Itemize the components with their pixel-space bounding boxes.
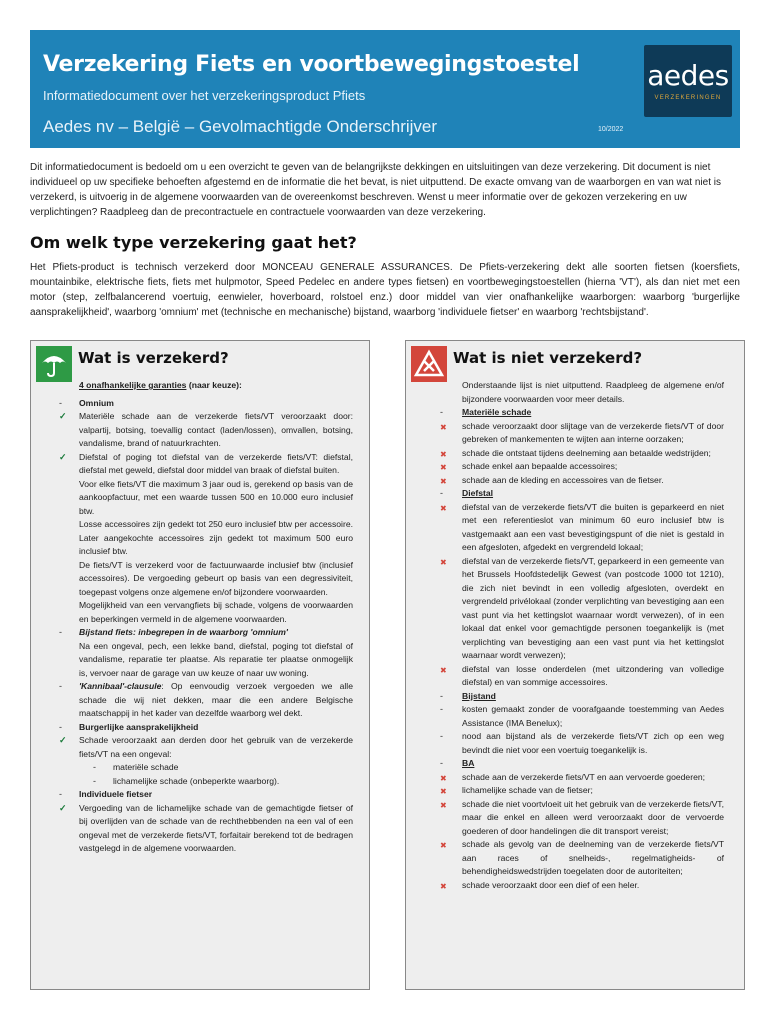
dash-marker: - (440, 704, 443, 714)
dash-marker: - (59, 789, 62, 799)
not-covered-item (406, 771, 746, 785)
cross-icon: ✖ (440, 463, 447, 472)
not-covered-text: schade die ontstaat tijdens deelneming aan betaalde wedstrijden; (462, 447, 711, 458)
not-covered-text: diefstal van de verzekerde fiets/VT die buiten is geparkeerd en niet met een referentieslot van minimum 60 euro inclusief btw is vastgemaakt aan een vast bevestigingspunt of die niet is gestald in een afgesloten, afgedekt en vergrendeld lokaal; (462, 501, 724, 552)
covered-intro (31, 379, 371, 393)
header-banner (30, 30, 740, 148)
ba-label: Burgerlijke aansprakelijkheid (79, 721, 199, 732)
cross-icon: ✖ (440, 800, 447, 810)
ds-label-row (406, 487, 746, 501)
not-covered-item (406, 555, 746, 663)
not-covered-item (406, 501, 746, 555)
covered-item-text: Diefstal of poging tot diefstal van de verzekerde fiets/VT: diefstal, diefstal met geweld, diefstal door middel van braak of diefstal buiten. (79, 451, 353, 475)
type-section-title: Om welk type verzekering gaat het? (30, 233, 357, 252)
ba-sub-text: materiële schade (113, 762, 179, 772)
not-covered-box (405, 340, 745, 990)
kannibaal-row (31, 680, 371, 721)
dash-marker: - (440, 731, 443, 741)
not-covered-text: lichamelijke schade van de fietser; (462, 785, 593, 795)
aedes-logo (644, 45, 732, 117)
kannibaal-label: 'Kannibaal'-clausule (79, 681, 162, 691)
not-covered-item (406, 420, 746, 447)
document-subtitle: Informatiedocument over het verzekeringsproduct Pfiets (43, 88, 366, 103)
dash-marker: - (440, 488, 443, 498)
covered-item-text: Schade veroorzaakt aan derden door het gebruik van de verzekerde fiets/VT na een ongeval: (79, 735, 353, 759)
dash-marker: - (59, 681, 62, 691)
dash-marker: - (59, 397, 62, 408)
not-covered-item (406, 730, 746, 757)
not-covered-text: schade veroorzaakt door een dief of een heler. (462, 879, 640, 890)
dash-marker: - (93, 762, 96, 772)
document-title: Verzekering Fiets en voortbewegingstoestel (43, 52, 580, 77)
dash-marker: - (440, 758, 443, 768)
ba-label: BA (462, 758, 475, 768)
not-covered-item (406, 460, 746, 474)
not-covered-text: diefstal van de verzekerde fiets/VT, geparkeerd in een gemeente van het Brussels Hoofdstedelijk Gewest (van postcode 1000 tot 1210), die zich niet bevindt in een volledig afgesloten, overdekt en vergrendeld privélokaal (zonder verplichting van bevestiging aan een vast punt via het kettingslot waarnaar wordt verwezen), of in een lokaal dat enkel voor gemachtigde personen toegankelijk is (met verplichting van bevestiging aan een vast punt via het kettingslot waarnaar wordt verwezen); (462, 555, 724, 660)
not-covered-item (406, 784, 746, 798)
not-covered-text: schade aan de verzekerde fiets/VT en aan vervoerde goederen; (462, 771, 706, 782)
not-covered-item (406, 703, 746, 730)
not-covered-intro: Onderstaande lijst is niet uitputtend. Raadpleeg de algemene en/of bijzondere voorwaarden voor meer details. (462, 380, 724, 404)
covered-list (31, 379, 371, 856)
dash-marker: - (440, 690, 443, 701)
cross-icon: ✖ (440, 449, 447, 459)
ba-sub-text: lichamelijke schade (onbeperkte waarborg). (113, 775, 280, 786)
not-covered-heading: Wat is niet verzekerd? (453, 349, 643, 367)
covered-heading: Wat is verzekerd? (78, 349, 229, 367)
document-date: 10/2022 (598, 126, 624, 133)
cross-icon: ✖ (440, 773, 447, 783)
cross-icon: ✖ (440, 503, 447, 513)
cross-icon: ✖ (440, 476, 447, 486)
not-covered-item (406, 838, 746, 879)
not-covered-item (406, 879, 746, 893)
covered-item (31, 802, 371, 856)
covered-item (31, 734, 371, 761)
not-covered-text: schade enkel aan bepaalde accessoires; (462, 461, 618, 471)
covered-intro-bold: 4 onafhankelijke garanties (79, 380, 187, 390)
if-label-row (31, 788, 371, 802)
ba-label-row (406, 757, 746, 771)
bijstand-label-row (31, 626, 371, 640)
cross-icon: ✖ (440, 881, 447, 891)
logo-word: aedes (647, 59, 729, 92)
intro-paragraph: Dit informatiedocument is bedoeld om u een overzicht te geven van de belangrijkste dekkingen en uitsluitingen van deze verzekering. Dit document is niet individueel op uw specifieke behoeften afgestemd en de informatie die het bevat, is niet uitputtend. De exacte omvang van de waarborgen en van wat niet is verzekerd, is uitvoerig in de algemene voorwaarden van de overeenkomst beschreven. Wenst u meer informatie over de gekozen verzekering en uw verplichtingen? Raadpleeg dan de precontractuele en contractuele voorwaarden van deze verzekering. (30, 162, 721, 218)
not-covered-text: nood aan bijstand als de verzekerde fiets/VT zich op een weg bevindt die niet voor een voertuig toegankelijk is. (462, 731, 724, 755)
warning-icon (411, 346, 447, 382)
not-covered-item (406, 474, 746, 488)
ms-label: Materiële schade (462, 407, 532, 417)
omnium-label: Omnium (79, 397, 114, 408)
cross-icon: ✖ (440, 665, 447, 675)
covered-item-paragraph: De fiets/VT is verzekerd voor de factuurwaarde inclusief btw (inclusief accessoires). De vergoeding gebeurt op basis van een degressiviteit, toegepast volgens onze algemene en/of bijzondere voorwaarden. (79, 559, 353, 597)
cross-icon: ✖ (440, 422, 447, 432)
kannibaal-text: : Op eenvoudig verzoek vergoeden we alle schade die wij niet dekken, maar die een andere Belgische maatschappij in het kader van dezelfde waarborg wel dekt. (79, 681, 353, 718)
dash-marker: - (59, 627, 62, 637)
covered-item (31, 410, 371, 451)
cross-icon: ✖ (440, 787, 447, 796)
ba-sub-item (31, 761, 371, 775)
cross-icon: ✖ (440, 841, 447, 850)
covered-item-text: Materiële schade aan de verzekerde fiets/VT veroorzaakt door: valpartij, botsing, toevallig contact (laden/lossen), omvallen, botsing, vandalisme, brand of natuurkrachten. (79, 411, 353, 448)
cross-icon: ✖ (440, 557, 447, 567)
check-icon: ✓ (59, 411, 67, 421)
omnium-label-row (31, 397, 371, 411)
covered-item-paragraph: Mogelijkheid van een vervangfiets bij schade, volgens de voorwaarden en beperkingen vermeld in de algemene voorwaarden. (79, 600, 353, 624)
company-line: Aedes nv – België – Gevolmachtigde Onderschrijver (43, 117, 438, 136)
bs-label-row (406, 690, 746, 704)
bijstand-text: Na een ongeval, pech, een lekke band, diefstal, poging tot diefstal of vandalisme, reparatie ter plaatse. Als reparatie ter plaatse onmogelijk is, vervoer naar de garage van uw keuze of naar uw woning. (79, 640, 353, 678)
covered-item (31, 451, 371, 478)
not-covered-text: schade aan de kleding en accessoires van de fietser. (462, 474, 664, 485)
dash-marker: - (440, 407, 443, 417)
not-covered-text: schade die niet voortvloeit uit het gebruik van de verzekerde fiets/VT, maar die enkel en alleen werd veroorzaakt door de vervoerde goederen of door handelingen die dit transport vereist; (462, 798, 724, 836)
type-section-text: Het Pfiets-product is technisch verzekerd door MONCEAU GENERALE ASSURANCES. De Pfiets-verzekering dekt alle soorten fietsen (koersfiets, mountainbike, elektrische fiets, fiets met hulpmotor, Speed Pedelec en andere types fietsen) en voortbewegingstoestellen (hierna 'VT'), als dan niet met een motor (step, zelfbalancerend voertuig, eenwieler, hoverboard, rolstoel enz.) door middel van vier onafhankelijke waarborgen: waarborg 'burgerlijke aansprakelijkheid', waarborg 'omnium' met (technische en mechanische) bijstand, waarborg 'individuele fietser' en waarborg 'rechtsbijstand'. (30, 262, 740, 318)
ba-sub-item (31, 775, 371, 789)
umbrella-icon (36, 346, 72, 382)
not-covered-text: schade als gevolg van de deelneming van de verzekerde fiets/VT aan races of snelheids-, regelmatigheids- of behendigheidswedstrijden toegelaten door de autoriteiten; (462, 839, 724, 876)
not-covered-text: diefstal van losse onderdelen (met uitzondering van volledige diefstal) en van sommige accessoires. (462, 663, 724, 687)
dash-marker: - (93, 775, 96, 786)
not-covered-list (406, 379, 746, 892)
ms-label-row (406, 406, 746, 420)
if-label: Individuele fietser (79, 789, 153, 799)
not-covered-text: schade veroorzaakt door slijtage van de verzekerde fiets/VT of door gebreken of mankementen te wijten aan interne oorzaken; (462, 420, 724, 444)
not-covered-item (406, 663, 746, 690)
ba-label-row (31, 721, 371, 735)
check-icon: ✓ (59, 735, 67, 745)
covered-item-text: Vergoeding van de lichamelijke schade van de gemachtigde fietser of bij overlijden van de schade van de rechthebbenden na een val of een ongeval met de verzekerde fiets/VT, forfaitair berekend tot de bedragen vastgelegd in de algemene voorwaarden. (79, 802, 353, 853)
ds-label: Diefstal (462, 488, 494, 498)
logo-sub: VERZEKERINGEN (654, 95, 722, 101)
dash-marker: - (59, 721, 62, 732)
bijstand-label: Bijstand fiets: inbegrepen in de waarborg 'omnium' (79, 627, 288, 637)
not-covered-text: kosten gemaakt zonder de voorafgaande toestemming van Aedes Assistance (IMA Benelux); (462, 704, 724, 728)
check-icon: ✓ (59, 451, 67, 462)
covered-intro-rest: (naar keuze): (186, 380, 242, 390)
check-icon: ✓ (59, 802, 67, 813)
covered-box (30, 340, 370, 990)
bs-label: Bijstand (462, 690, 496, 701)
not-covered-item (406, 798, 746, 839)
not-covered-item (406, 447, 746, 461)
covered-item-paragraph: Losse accessoires zijn gedekt tot 250 euro inclusief btw per accessoire. Later aangekochte accessoires zijn gedekt tot maximum 500 euro inclusief btw. (79, 519, 353, 556)
covered-item-paragraph: Voor elke fiets/VT die maximum 3 jaar oud is, gerekend op basis van de aankoopfactuur, met een waarde tussen 500 en 10.000 euro inclusief btw. (79, 478, 353, 516)
